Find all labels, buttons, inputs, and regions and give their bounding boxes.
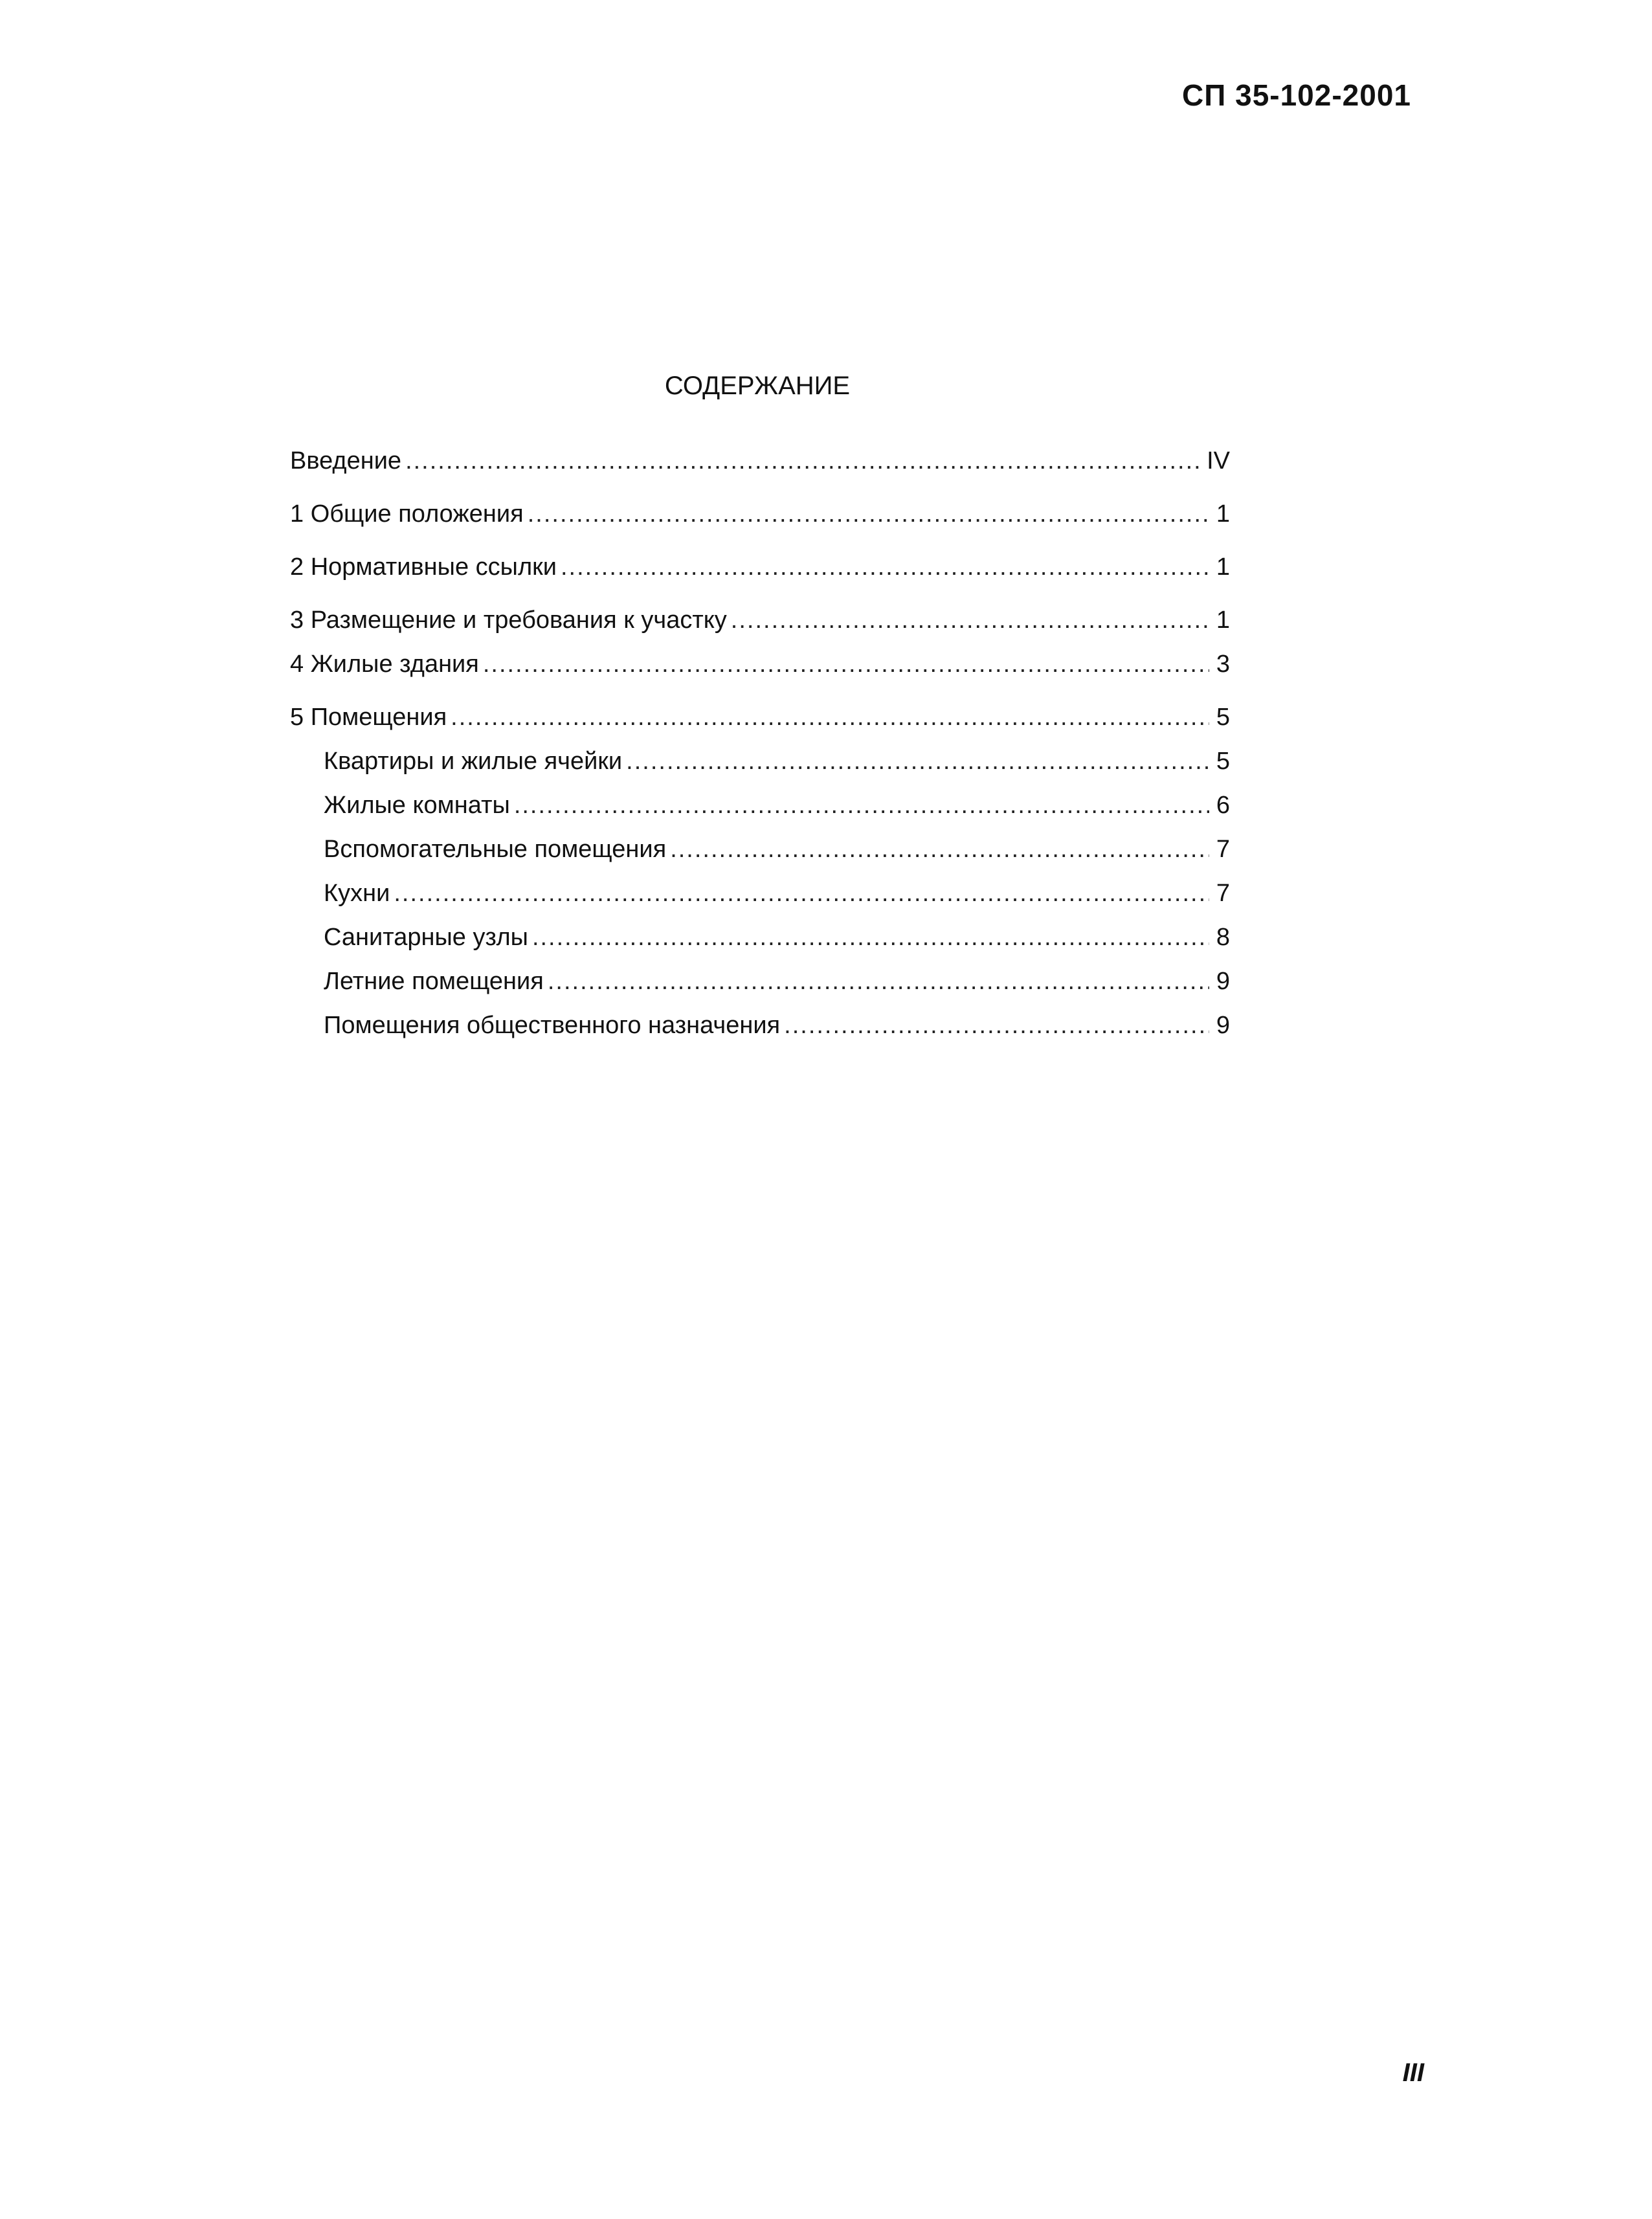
- toc-leader-dots: [528, 492, 1209, 536]
- toc-entry-label: Санитарные узлы: [324, 924, 528, 951]
- toc-leader-dots: [561, 545, 1209, 589]
- toc-leader-dots: [451, 695, 1209, 739]
- toc-leader-dots: [514, 783, 1209, 827]
- toc-leader-dots: [532, 915, 1209, 959]
- toc-entry-label: Помещения общественного назначения: [324, 1012, 781, 1039]
- toc-entry-page: 1: [1216, 553, 1230, 581]
- toc-entry-label: Жилые комнаты: [324, 792, 510, 819]
- toc-entry[interactable]: [290, 642, 1230, 686]
- toc-entry-page: 7: [1216, 880, 1230, 907]
- toc-subentry[interactable]: [290, 1003, 1230, 1047]
- toc-entry-page: 6: [1216, 792, 1230, 819]
- toc-subentry[interactable]: [290, 959, 1230, 1003]
- toc-subentry[interactable]: [290, 915, 1230, 959]
- toc-entry-page: 5: [1216, 748, 1230, 775]
- table-of-contents: [290, 439, 1230, 1047]
- toc-entry-page: 1: [1216, 500, 1230, 528]
- toc-subentry[interactable]: [290, 783, 1230, 827]
- toc-entry[interactable]: [290, 492, 1230, 536]
- toc-entry-page: 3: [1216, 651, 1230, 678]
- toc-entry[interactable]: [290, 439, 1230, 483]
- toc-entry-label: 1 Общие положения: [290, 500, 524, 528]
- toc-entry-page: IV: [1207, 447, 1230, 474]
- toc-entry[interactable]: [290, 545, 1230, 589]
- toc-entry-page: 8: [1216, 924, 1230, 951]
- toc-entry-label: 4 Жилые здания: [290, 651, 479, 678]
- toc-subentry[interactable]: [290, 739, 1230, 783]
- toc-entry-label: Квартиры и жилые ячейки: [324, 748, 623, 775]
- toc-entry-label: Вспомогательные помещения: [324, 836, 667, 863]
- toc-entry-label: Кухни: [324, 880, 390, 907]
- toc-leader-dots: [405, 439, 1203, 483]
- toc-entry-page: 5: [1216, 704, 1230, 731]
- toc-entry-label: Введение: [290, 447, 402, 474]
- toc-entry-page: 7: [1216, 836, 1230, 863]
- toc-entry-page: 9: [1216, 1012, 1230, 1039]
- toc-entry-page: 1: [1216, 607, 1230, 634]
- toc-entry[interactable]: [290, 598, 1230, 642]
- toc-subentry[interactable]: [290, 871, 1230, 915]
- toc-leader-dots: [548, 959, 1209, 1003]
- toc-leader-dots: [394, 871, 1209, 915]
- toc-leader-dots: [731, 598, 1209, 642]
- toc-leader-dots: [483, 642, 1209, 686]
- page-number: III: [1402, 2058, 1424, 2087]
- toc-title: СОДЕРЖАНИЕ: [664, 372, 851, 400]
- toc-entry[interactable]: [290, 695, 1230, 739]
- toc-entry-page: 9: [1216, 968, 1230, 995]
- toc-leader-dots: [626, 739, 1209, 783]
- toc-leader-dots: [784, 1003, 1209, 1047]
- toc-leader-dots: [670, 827, 1209, 871]
- toc-entry-label: 5 Помещения: [290, 704, 447, 731]
- toc-entry-label: 3 Размещение и требования к участку: [290, 607, 727, 634]
- document-code: СП 35-102-2001: [1182, 78, 1411, 112]
- toc-subentry[interactable]: [290, 827, 1230, 871]
- toc-entry-label: Летние помещения: [324, 968, 544, 995]
- toc-entry-label: 2 Нормативные ссылки: [290, 553, 557, 581]
